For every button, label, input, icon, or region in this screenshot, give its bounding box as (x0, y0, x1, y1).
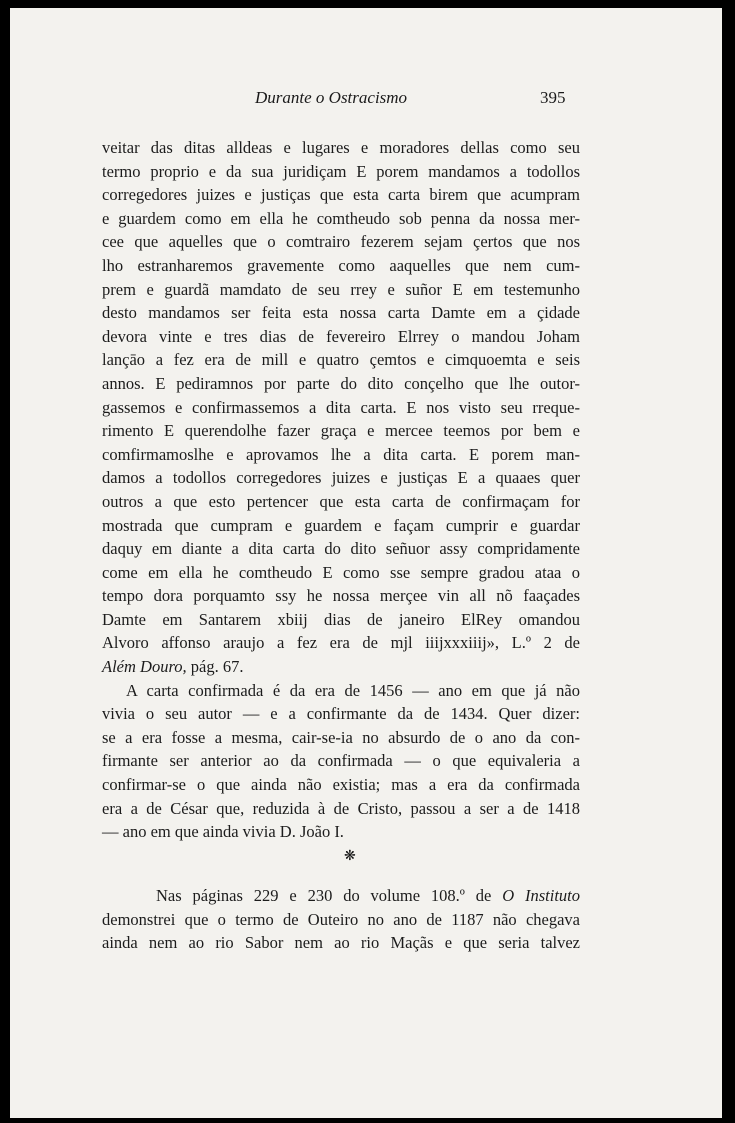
text-line: ainda nem ao rio Sabor nem ao rio Maçãs e que seria talvez (102, 933, 580, 953)
text-line: gassemos e confirmassemos a dita carta. E nos visto seu rreque- (102, 397, 580, 417)
text-line: Damte em Santarem xbiij dias de janeiro ElRey omandou (102, 609, 580, 629)
text-line: A carta confirmada é da era de 1456 — ano em que já não (126, 680, 580, 700)
journal-title: O Instituto (502, 886, 580, 905)
text-line: desto mandamos ser feita esta nossa carta Damte em a çidade (102, 303, 580, 323)
text-line: lançāo a fez era de mill e quatro çemtos e cimquoemta e seis (102, 350, 580, 370)
text-line: vivia o seu autor — e a confirmante da de 1434. Quer dizer: (102, 704, 580, 724)
text-line: rimento E querendolhe fazer graça e mercee teemos por bem e (102, 421, 580, 441)
text-line: termo proprio e da sua juridiçam E porem mandamos a todollos (102, 161, 580, 181)
section-ornament: ❋ (344, 849, 356, 864)
text-line: se a era fosse a mesma, cair-se-ia no absurdo de o ano da con- (102, 727, 580, 747)
text-line: demonstrei que o termo de Outeiro no ano de 1187 não chegava (102, 909, 580, 929)
text-line: comfirmamoslhe e aprovamos lhe a dita carta. E porem man- (102, 444, 580, 464)
book-page (10, 8, 722, 1118)
text-line: firmante ser anterior ao da confirmada — o que equivaleria a (102, 751, 580, 771)
para2-line1-start: Nas páginas 229 e 230 do volume 108.º de (156, 886, 503, 905)
text-line (102, 884, 580, 908)
text-line: lho estranharemos gravemente como aaquelles que nem cum- (102, 255, 580, 275)
text-line: outros a que esto pertencer que esta carta de confirmaçam for (102, 491, 580, 511)
text-line: tempo dora porquamto ssy he nossa merçee vin all nõ faaçades (102, 586, 580, 606)
text-line: damos a todollos corregedores juizes e justiças E a quaaes quer (102, 468, 580, 488)
source-citation-line (102, 655, 580, 679)
source-title: Além Douro, (102, 657, 187, 677)
text-line: devora vinte e tres dias de fevereiro Elrrey o mandou Joham (102, 326, 580, 346)
text-line: confirmar-se o que ainda não existia; mas a era da confirmada (102, 775, 580, 795)
page-number: 395 (540, 88, 566, 107)
text-line: corregedores juizes e justiças que esta carta birem que acumpram (102, 185, 580, 205)
text-line: Alvoro affonso araujo a fez era de mjl iiijxxxiiij», L.º 2 de (102, 633, 580, 653)
text-line: come em ella he comtheudo E como sse sempre gradou ataa o (102, 562, 580, 582)
text-line: prem e guardã mamdato de seu rrey e suñor E em testemunho (102, 279, 580, 299)
text-line: daquy em diante a dita carta do dito señuor assy compridamente (102, 539, 580, 559)
source-page: pág. 67. (186, 657, 244, 677)
text-line: cee que aquelles que o comtrairo fezerem sejam çertos que nos (102, 232, 580, 252)
page-header (10, 88, 722, 112)
text-line: mostrada que cumpram e guardem e façam cumprir e guardar (102, 515, 580, 535)
running-title: Durante o Ostracismo (255, 88, 408, 107)
body-text (102, 136, 580, 844)
text-line: era a de César que, reduzida à de Cristo, passou a ser a de 1418 (102, 798, 580, 818)
text-line: — ano em que ainda vivia D. João I. (102, 822, 344, 842)
text-line: e guardem como em ella he comtheudo sob penna da nossa mer- (102, 208, 580, 228)
text-line: veitar das ditas alldeas e lugares e moradores dellas como seu (102, 138, 580, 157)
text-line: annos. E pediramnos por parte do dito conçelho que lhe outor- (102, 373, 580, 393)
paragraph-two (102, 884, 580, 955)
